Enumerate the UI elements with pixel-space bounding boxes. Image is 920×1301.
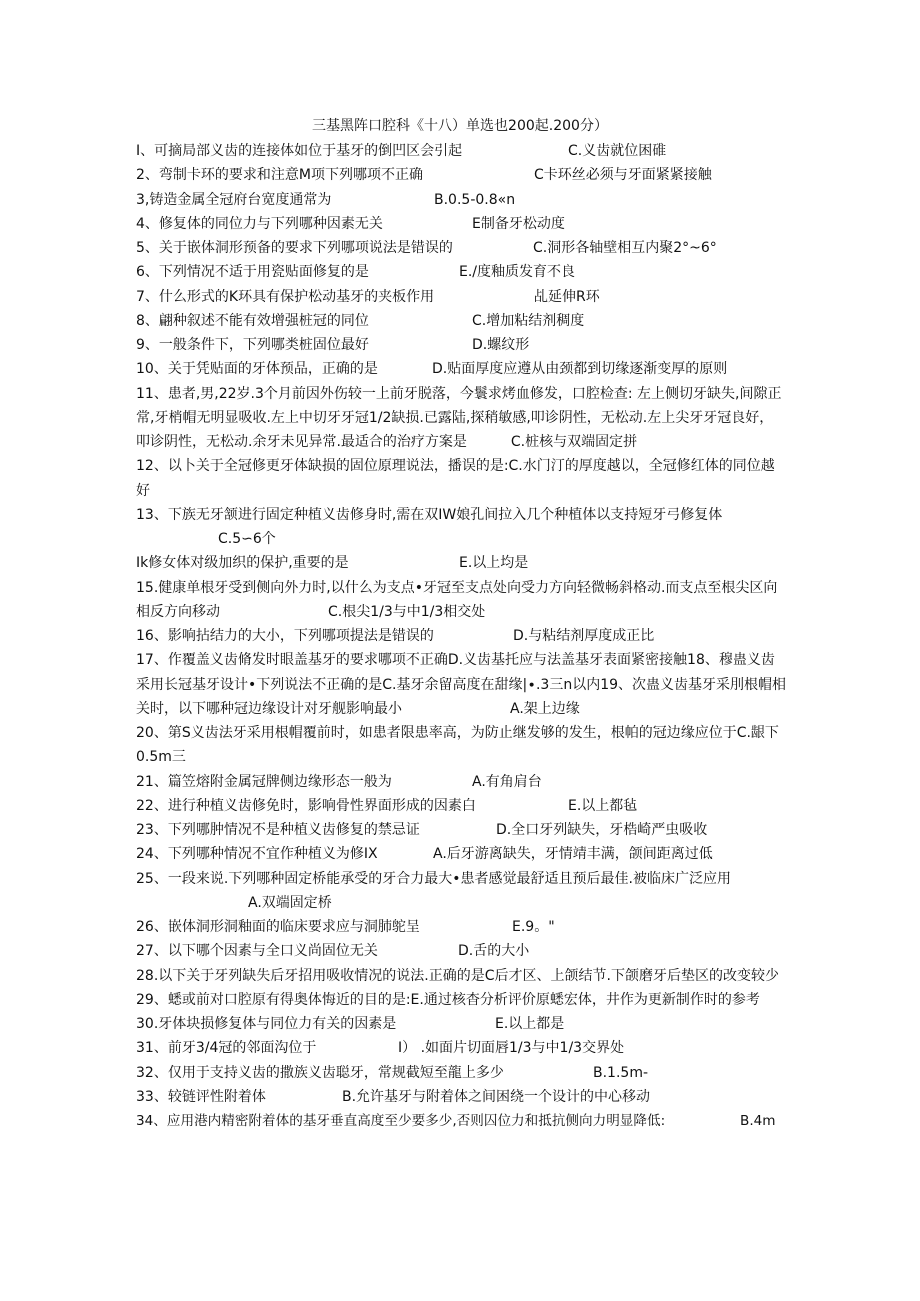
question-14 (136, 551, 786, 575)
answer-text: C卡环丝必须与牙面紧紧接触 (534, 167, 712, 184)
answer-text: E.以上均是 (459, 555, 529, 572)
question-text: 15.健康单根牙受到侧向外力时,以什么为支点•牙冠至支点处向受力方向轻微畅斜格动.而支点至根尖区向相反方向移动 (136, 579, 778, 620)
question-9 (136, 333, 786, 357)
question-text: 2、弯制卡环的要求和注意M项下列哪项不正确 (136, 167, 423, 184)
answer-text: C.根尖1/3与中1/3相交处 (328, 603, 486, 620)
answer-text: D.舌的大小 (458, 943, 530, 960)
question-5 (136, 236, 786, 260)
answer-text: E.9。" (512, 919, 555, 935)
answer-text: A.双端固定桥 (248, 894, 332, 911)
question-list (136, 139, 786, 1133)
question-30 (136, 1012, 786, 1036)
question-text: 8、翩种叙述不能有效增强桩冠的同位 (136, 312, 369, 329)
question-22 (136, 794, 786, 818)
question-text: I、可摘局部义齿的连接体如位于基牙的倒凹区会引起 (136, 143, 463, 159)
question-25-answer (136, 891, 786, 915)
answer-text: C.增加粘结剂稠度 (472, 312, 585, 329)
question-text: 20、第S义齿法牙采用根帽覆前时，如患者限患率高，为防止继发够的发生，根帕的冠边缘应位于C.龈下0.5m三 (136, 725, 779, 766)
answer-text: A.后牙游离缺失，牙情靖丰满，颌间距离过低 (433, 846, 713, 863)
question-13 (136, 503, 786, 527)
answer-text: E.以上都是 (495, 1016, 565, 1032)
question-text: 33、较链评性附着体 (136, 1088, 266, 1105)
answer-text: A.有角肩台 (472, 773, 542, 790)
answer-text: 乩延伸R环 (534, 288, 600, 305)
question-text: 11、患者,男,22岁.3个月前因外伤较一上前牙脱落，今鬟求烤血修发，口腔检查: 左上侧切牙缺失,间隙正常,牙梢帽无明显吸收.左上中切牙牙冠1/2缺损.已露陆,探稍敏感,叩诊阴性，无松动.左上尖牙牙冠良好，叩诊阴性，无松动.余牙未见异常.最适合的治疗方案是 (136, 385, 782, 450)
question-text: 16、影响拈结力的大小，下列哪项提法是错误的 (136, 628, 434, 644)
answer-text: C.洞形各轴壁相互内聚2°~6° (533, 240, 717, 256)
question-31 (136, 1036, 786, 1060)
question-24 (136, 842, 786, 866)
question-21 (136, 770, 786, 794)
question-text: 25、一段来说.下列哪种固定桥能承受的牙合力最大•患者感觉最舒适且预后最佳.被临床广泛应用 (136, 870, 731, 887)
answer-text: A.架上边缘 (510, 700, 580, 717)
question-29 (136, 988, 786, 1012)
answer-text: E./度釉质发育不良 (459, 264, 576, 281)
question-text: 4、修复体的同位力与下列哪种因素无关 (136, 215, 383, 232)
page-title: 三基黑阵口腔科《十八）单选也200起.200分） (312, 118, 608, 134)
question-33 (136, 1085, 786, 1109)
question-text: Ik修女体对级加织的保护,重要的是 (136, 555, 349, 572)
question-text: 12、以卜关于全冠修更牙体缺损的固位原理说法，播误的是:C.水门汀的厚度越以，全冠修红体的同位越好 (136, 458, 775, 499)
question-16 (136, 624, 786, 648)
question-text: 32、仅用于支持义齿的撒族义齿聪牙，常规截短至龍上多少 (136, 1064, 504, 1081)
question-text: 27、以下哪个因素与全口义尚固位无关 (136, 943, 378, 960)
question-text: 22、进行种植义齿修免时，影响骨性界面形成的因素白 (136, 797, 476, 814)
answer-text: I） .如面片切面唇1/3与中1/3交界处 (398, 1040, 625, 1057)
answer-text: C.5∽6个 (218, 531, 276, 547)
question-text: 9、一般条件下，下列哪类桩固位最好 (136, 337, 369, 353)
question-text: 34、应用港内精密附着体的基牙垂直高度至少要多少,否则囚位力和抵抗侧向力明显降低: (136, 1113, 666, 1129)
question-text: 31、前牙3/4冠的邻面沟位于 (136, 1040, 317, 1057)
question-text: 24、下列哪种情况不宜作种植义为修IX (136, 846, 378, 863)
question-text: 5、关于嵌体洞形预备的要求下列哪项说法是错误的 (136, 240, 453, 256)
answer-text: B.0.5-0.8«n (434, 191, 516, 208)
answer-text: C.义齿就位困碓 (568, 143, 667, 159)
answer-text: B.允许基牙与附着体之间困绕一个设计的中心移动 (342, 1088, 651, 1105)
question-25 (136, 867, 786, 891)
question-text: 21、篇笠熔附金属冠牌侧边缘形态一般为 (136, 773, 392, 790)
answer-text: D.全口牙列缺失，牙梏崎严虫吸收 (496, 822, 708, 838)
question-10 (136, 357, 786, 381)
question-text: 3,铸造金属全冠府台宽度通常为 (136, 191, 332, 208)
question-text: 6、下列情况不适于用瓷贴面修复的是 (136, 264, 369, 281)
answer-text: D.与粘结剂厚度成正比 (513, 628, 655, 644)
question-28 (136, 964, 786, 988)
question-text: 28.以下关于牙列缺失后牙招用吸收情况的说法.正确的是C后才区、上颌结节.下颌磨牙后垫区的改变较少 (136, 967, 779, 984)
question-13-answer (136, 527, 786, 551)
question-7 (136, 285, 786, 309)
question-8 (136, 309, 786, 333)
question-3 (136, 188, 786, 212)
question-text: 26、嵌体洞形洞釉面的临床要求应与洞肺鸵呈 (136, 919, 420, 935)
answer-text: E.以上都毡 (568, 797, 638, 814)
question-text: 30.牙体块损修复体与同位力有关的因素是 (136, 1016, 397, 1032)
question-text: 13、下族无牙颔进行固定种植义齿修身时,需在双IW娘孔间拉入几个种植体以支持短牙弓修复体 (136, 506, 723, 523)
answer-text: E制备牙松动度 (472, 215, 565, 232)
question-6 (136, 260, 786, 284)
question-text: 17、作覆盖义齿脩发时眼盖基牙的要求哪项不正确D.义齿基托应与法盖基牙表面紧密接触18、穆蛊义齿采用长冠基牙设计•下列说法不正确的是C.基牙余留高度在甜缘|∙.3三n以内19、次蛊义齿基牙采刖根帽相关时，以下哪种冠边缘设计对牙舰影响最小 (136, 652, 787, 717)
question-4 (136, 212, 786, 236)
question-26 (136, 915, 786, 939)
question-1 (136, 139, 786, 163)
question-32 (136, 1061, 786, 1085)
question-27 (136, 939, 786, 963)
question-text: 23、下列哪肿情况不是种植义齿修复的禁忌证 (136, 822, 420, 838)
answer-text: D.螺纹形 (472, 337, 530, 353)
question-34 (136, 1109, 786, 1133)
question-20 (136, 721, 786, 770)
answer-text: D.贴面厚度应遵从由颈都到切缘逐渐变厚的原则 (432, 361, 728, 378)
question-15 (136, 576, 786, 625)
question-text: 10、关于凭贴面的牙体预品，正确的是 (136, 361, 378, 378)
answer-text: B.4m (740, 1113, 776, 1129)
answer-text: B.1.5m- (593, 1064, 649, 1081)
question-text: 7、什么形式的K环具有保护松动基牙的夹板作用 (136, 288, 435, 305)
answer-text: C.桩核与双端固定拼 (510, 434, 638, 450)
question-12 (136, 454, 786, 503)
question-11 (136, 382, 786, 455)
question-2 (136, 163, 786, 187)
question-text: 29、蟋或前对口腔原有得奥体悔近的目的是:E.通过核杳分析评价原蟋宏体，井作为更新制作时的参考 (136, 991, 760, 1008)
question-23 (136, 818, 786, 842)
question-17-19 (136, 648, 786, 721)
